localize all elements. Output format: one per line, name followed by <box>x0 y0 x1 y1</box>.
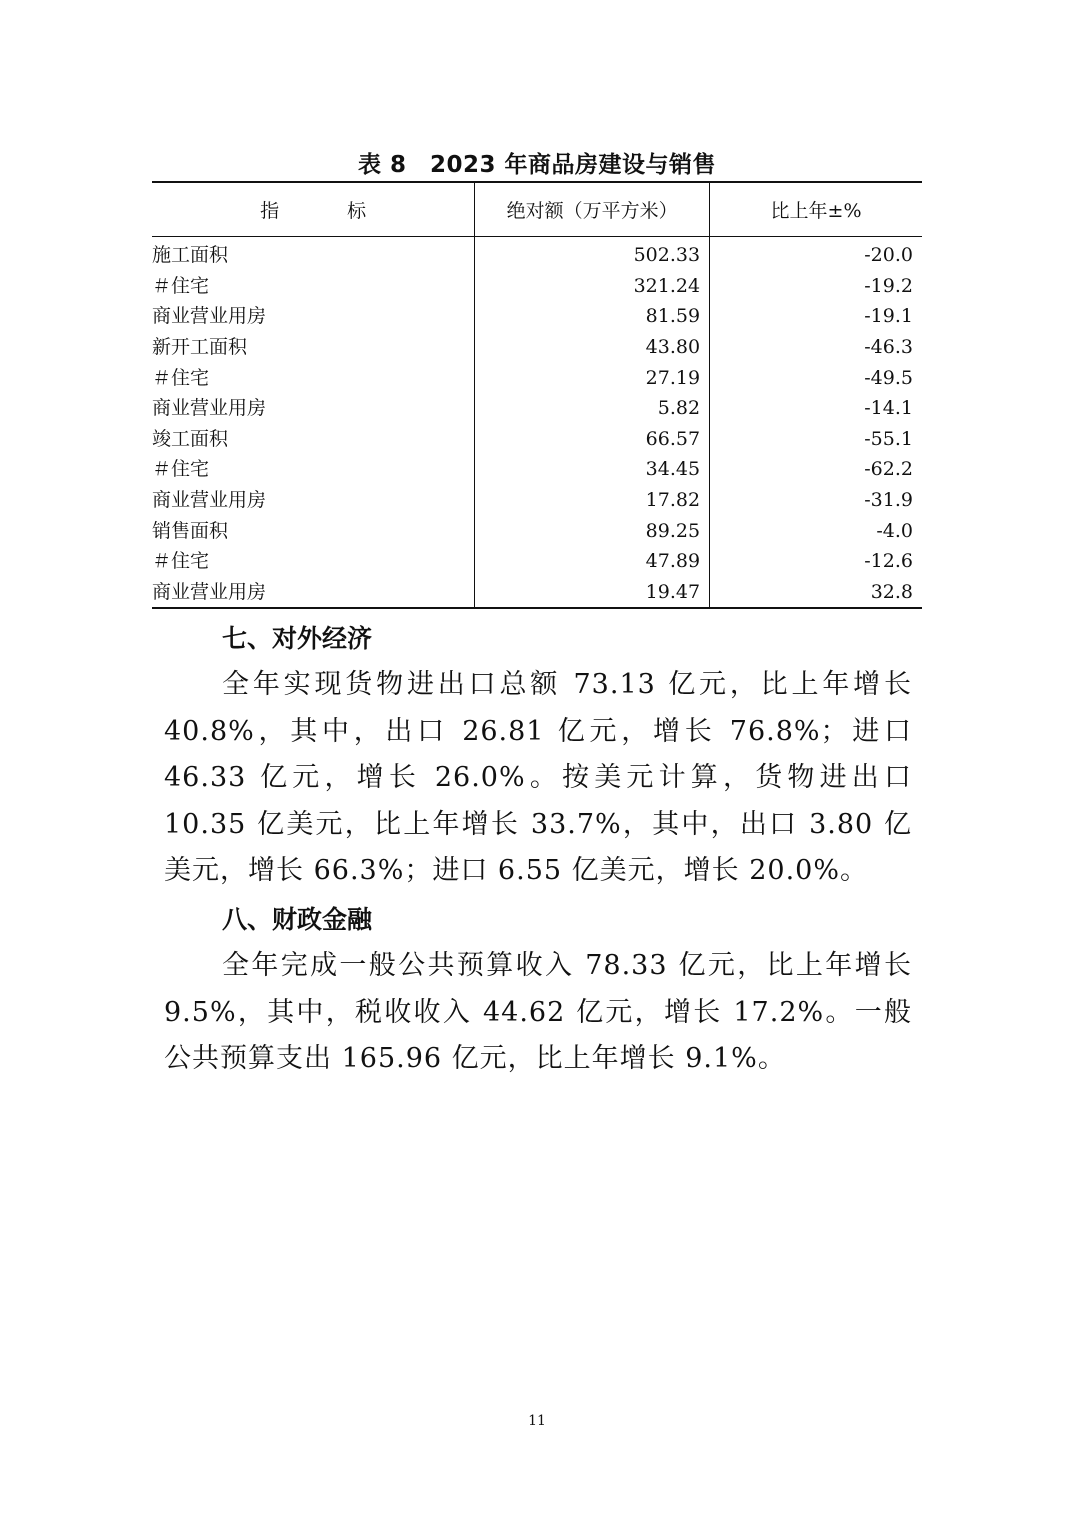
section-heading-foreign-economy: 七、对外经济 <box>222 624 373 653</box>
table-row <box>152 515 922 546</box>
row-label: ＃住宅 <box>152 274 210 297</box>
row-label: ＃住宅 <box>152 366 210 389</box>
row-change-value: -49.5 <box>710 362 922 393</box>
row-absolute-value: 43.80 <box>475 332 710 363</box>
row-change-value: -62.2 <box>710 454 922 485</box>
row-change-value: -12.6 <box>710 546 922 577</box>
table-row <box>152 424 922 455</box>
header-indicator-char-2: 标 <box>347 200 367 222</box>
table-row <box>152 301 922 332</box>
row-change-value: -19.1 <box>710 301 922 332</box>
row-absolute-value: 19.47 <box>475 577 710 609</box>
row-label: 商业营业用房 <box>152 577 475 609</box>
header-indicator-char-1: 指 <box>260 200 280 222</box>
row-change-value: -14.1 <box>710 393 922 424</box>
row-change-value: -55.1 <box>710 424 922 455</box>
table-body <box>152 237 922 609</box>
table-row <box>152 454 922 485</box>
row-label: 商业营业用房 <box>152 397 267 420</box>
row-label: 施工面积 <box>152 244 229 267</box>
header-absolute: 绝对额（万平方米） <box>475 182 710 237</box>
row-absolute-value: 89.25 <box>475 515 710 546</box>
paragraph-foreign-economy: 全年实现货物进出口总额 73.13 亿元，比上年增长 40.8%，其中，出口 26.81 亿元，增长 76.8%；进口 46.33 亿元，增长 26.0%。按美元计算，货物进出口 10.35 亿美元，比上年增长 33.7%，其中，出口 3.80 亿美元，增长 66.3%；进口 6.55 亿美元，增长 20.0%。 <box>164 669 912 886</box>
row-change-value: -4.0 <box>710 515 922 546</box>
table-row <box>152 237 922 271</box>
header-indicator <box>152 182 475 237</box>
table-row <box>152 485 922 516</box>
row-label: 销售面积 <box>152 519 229 542</box>
page-number: 11 <box>528 1413 546 1429</box>
row-label: 竣工面积 <box>152 427 229 450</box>
row-change-value: -46.3 <box>710 332 922 363</box>
table-row <box>152 362 922 393</box>
row-change-value: -20.0 <box>710 237 922 271</box>
row-label: 新开工面积 <box>152 336 248 359</box>
row-absolute-value: 66.57 <box>475 424 710 455</box>
table-title: 表 8 2023 年商品房建设与销售 <box>357 152 717 178</box>
row-absolute-value: 81.59 <box>475 301 710 332</box>
table-row <box>152 546 922 577</box>
paragraph-finance: 全年完成一般公共预算收入 78.33 亿元，比上年增长 9.5%，其中，税收收入 44.62 亿元，增长 17.2%。一般公共预算支出 165.96 亿元，比上年增长 9.1%。 <box>164 950 912 1074</box>
header-change: 比上年±% <box>710 182 922 237</box>
table-row <box>152 271 922 302</box>
row-absolute-value: 34.45 <box>475 454 710 485</box>
row-absolute-value: 17.82 <box>475 485 710 516</box>
table-header-row <box>152 182 922 237</box>
row-absolute-value: 47.89 <box>475 546 710 577</box>
row-change-value: -31.9 <box>710 485 922 516</box>
table-row <box>152 393 922 424</box>
housing-stats-table <box>152 181 922 609</box>
row-label: 商业营业用房 <box>152 489 267 512</box>
table-row <box>152 332 922 363</box>
row-label: ＃住宅 <box>152 550 210 573</box>
row-label: 商业营业用房 <box>152 305 267 328</box>
section-heading-finance: 八、财政金融 <box>222 905 373 934</box>
table-row <box>152 577 922 609</box>
row-absolute-value: 27.19 <box>475 362 710 393</box>
row-absolute-value: 5.82 <box>475 393 710 424</box>
row-change-value: -19.2 <box>710 271 922 302</box>
row-label: ＃住宅 <box>152 458 210 481</box>
row-change-value: 32.8 <box>710 577 922 609</box>
row-absolute-value: 321.24 <box>475 271 710 302</box>
row-absolute-value: 502.33 <box>475 237 710 271</box>
